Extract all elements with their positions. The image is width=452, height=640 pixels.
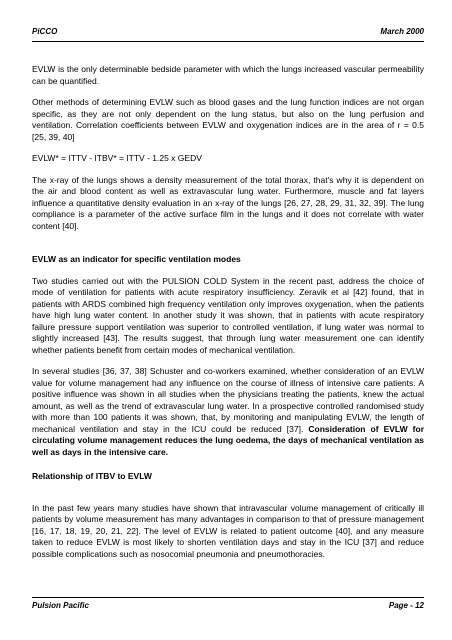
page-footer	[32, 601, 424, 613]
header-product-name: PiCCO	[32, 27, 58, 36]
footer-rule	[32, 597, 424, 598]
section-heading-ventilation-modes: EVLW as an indicator for specific ventilation modes	[32, 254, 241, 264]
paragraph-schuster-studies	[32, 366, 424, 458]
paragraph-schuster-text: In several studies [36, 37, 38] Schuster and co-workers examined, whether consideration of an EVLW value for volume management had any influence on the course of illness of intensive care patients. A positive influence was shown in all studies when the physicians treating the patients, knew the actual amount, as well as the trend of extravascular lung water. In a prospective controlled randomised study with more than 100 patients it was shown, that, by monitoring and manipulating EVLW, the length of mechanical ventilation and stay in the ICU could be reduced [37].	[32, 366, 424, 434]
paragraph-formula: EVLW* = ITTV - ITBV* = ITTV - 1.25 x GEDV	[32, 153, 202, 163]
section-heading-itbv-evlw: Relationship of ITBV to EVLW	[32, 471, 152, 481]
paragraph-evlw-intro: EVLW is the only determinable bedside parameter with which the lungs increased vascular permeability can be quantified.	[32, 64, 424, 86]
header-date: March 2000	[380, 27, 424, 36]
paragraph-volume-management: In the past few years many studies have shown that intravascular volume management of critically ill patients by volume measurement has many advantages in comparison to that of pressure management [16, 17, 18, 19, 20, 21, 22]. The level of EVLW is related to patient outcome [40], and any measure taken to reduce EVLW is most likely to shorten ventilation days and stay in the ICU [37] and reduce possible complications such as nosocomial pneumonia and pneumothoracies.	[32, 502, 424, 559]
page-header	[32, 27, 424, 39]
paragraph-ventilation-studies: Two studies carried out with the PULSION COLD System in the recent past, address the choice of mode of ventilation for patients with acute respiratory insufficiency. Zeravik et al [42] found, that in patients with ARDS combined high frequency ventilation only improves oxygenation, when the patients have high lung water content. In another study it was shown, that in patients with acute respiratory failure pressure support ventilation was superior to controlled ventilation, if lung water was normal to slightly increased [43]. The results suggest, that through lung water measurement one can identify whether patients benefit from certain modes of mechanical ventilation.	[32, 275, 424, 355]
document-page	[32, 0, 424, 640]
document-body	[32, 64, 424, 570]
header-rule	[32, 41, 424, 42]
paragraph-xray: The x-ray of the lungs shows a density measurement of the total thorax, that's why it is dependent on the air and blood content as well as extravascular lung water. Furthermore, muscle and fat layers influence a quantitative density evaluation in an x-ray of the lungs [26, 27, 28, 29, 31, 32, 39]. The lung compliance is a parameter of the active surface film in the lungs and it does not correlate with water content [40].	[32, 174, 424, 231]
paragraph-other-methods: Other methods of determining EVLW such as blood gases and the lung function indices are not organ specific, as they are not only dependent on the lung status, but also on the lung perfusion and ventilation. Correlation coefficients between EVLW and oxygenation indices are in the area of r = 0.5 [25, 39, 40]	[32, 97, 424, 142]
paragraph-schuster-conclusion: Consideration of EVLW for circulating volume management reduces the lung oedema, the days of mechanical ventilation as well as days in the intensive care.	[32, 423, 424, 457]
footer-company-name: Pulsion Pacific	[32, 601, 89, 610]
footer-page-number: Page - 12	[388, 601, 424, 610]
